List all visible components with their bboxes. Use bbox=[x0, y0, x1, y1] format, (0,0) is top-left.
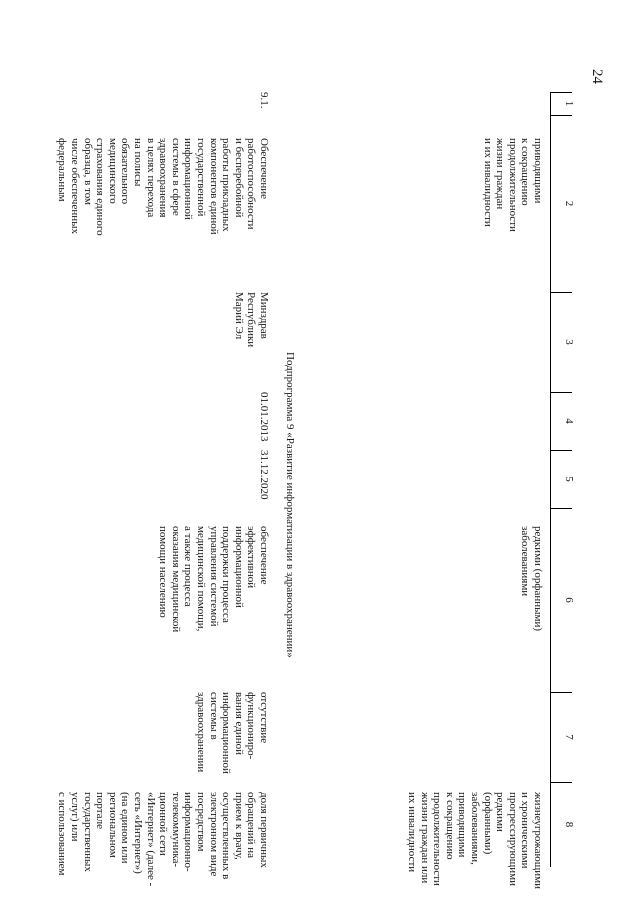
row-9-1-executor: Минздрав Республики Марий Эл bbox=[232, 292, 270, 348]
header-col-2: 2 bbox=[563, 200, 575, 207]
row-9-1-name: Обеспечение работоспособности и бесперебойной работы прикладных компонентов единой государственной информационной системы в сфере здравоохранения в целях перехода на полисы обязательного медицинского страхования единого образца, в том числе обеспеченных федеральным bbox=[56, 138, 270, 236]
header-col-4: 4 bbox=[563, 418, 575, 424]
header-col-6: 6 bbox=[563, 597, 575, 603]
row-9-1-consequence: отсутствие функциониро- вания единой информационной системы в здравоохранении bbox=[195, 692, 270, 774]
header-col-7: 7 bbox=[563, 734, 575, 740]
row-9-1-start-date: 01.01.2013 bbox=[258, 392, 270, 442]
continuation-col8: жизнеугрожающими и хроническими прогрессирующими редкими (орфанными) заболеваниями, приводящими к сокращению продолжительности жизни граждан или их инвалидности bbox=[406, 792, 544, 889]
row-9-1-number: 9.1. bbox=[258, 92, 270, 109]
row-9-1-end-date: 31.12.2020 bbox=[258, 450, 270, 500]
header-col-3: 3 bbox=[563, 339, 575, 345]
landscape-page bbox=[56, 52, 580, 889]
header-col-5: 5 bbox=[563, 476, 575, 482]
subprogram-title: Подпрограмма 9 «Развитие информатизации в здравоохранении» bbox=[284, 352, 296, 658]
page-number: 24 bbox=[589, 69, 605, 84]
row-9-1-indicator: доля первичных обращений на прием к врачу, осуществленных в электронном виде посредством информационно- телекоммуника- ционной сети «Интернет» (далее - сеть «Интернет») (на едином или региональном портале государственных услуг) или с использованием bbox=[56, 792, 270, 887]
continuation-col6: редкими (орфанными) заболеваниями bbox=[519, 526, 544, 632]
continuation-col2: приводящими к сокращению продолжительности жизни граждан и их инвалидности bbox=[481, 138, 544, 232]
row-9-1-result: обеспечение эффективной информационной поддержки процесса управления системой медицинской помощи, а также процесса оказания медицинской помощи населению bbox=[157, 526, 270, 633]
header-col-1: 1 bbox=[563, 100, 575, 107]
header-col-8: 8 bbox=[563, 821, 575, 828]
